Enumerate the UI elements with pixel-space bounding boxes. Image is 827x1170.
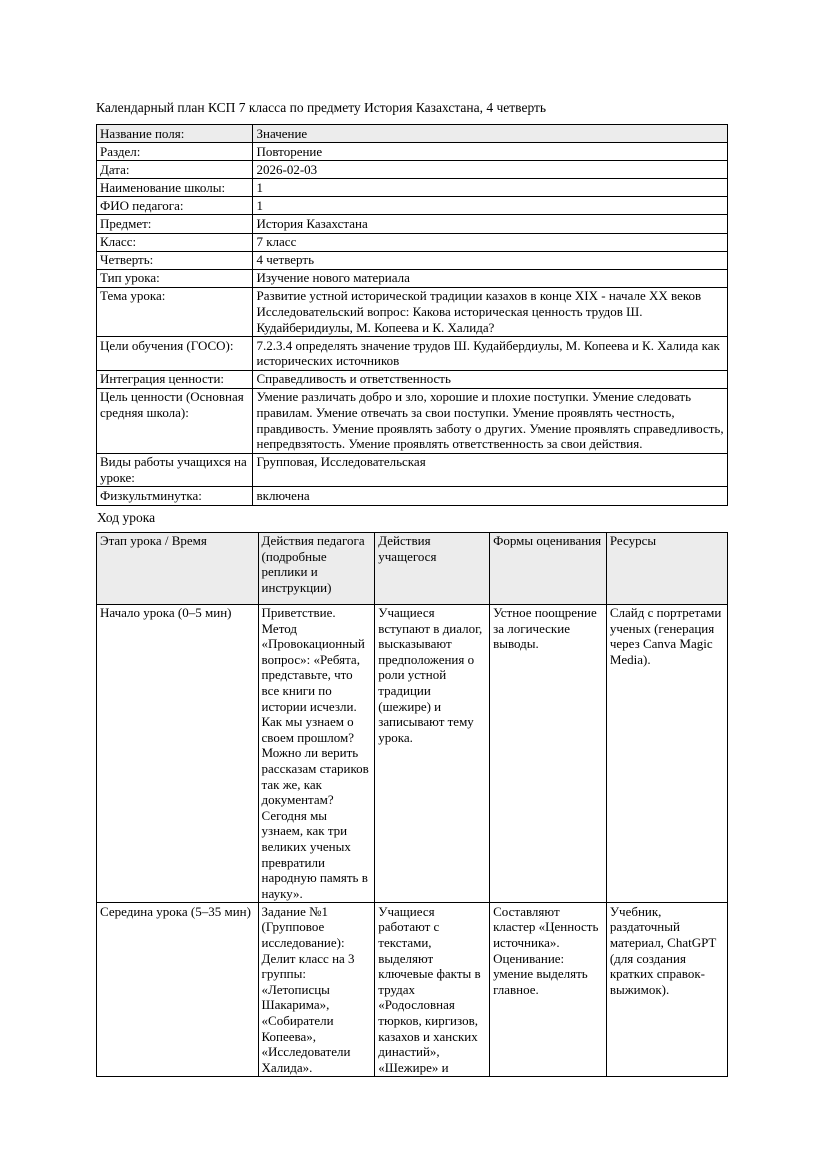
info-row <box>97 143 728 161</box>
info-row <box>97 215 728 233</box>
field-value: Повторение <box>253 143 728 161</box>
teacher-actions-cell: Приветствие. Метод «Провокационный вопрос»: «Ребята, представьте, что все книги по истории исчезли. Как мы узнаем о своем прошлом? Можно ли верить рассказам стариков так же, как документам? Сегодня мы узнаем, как три великих ученых превратили народную память в науку». <box>258 604 375 903</box>
column-header: Ресурсы <box>606 532 727 604</box>
field-value: Умение различать добро и зло, хорошие и плохие поступки. Умение следовать правилам. Умение отвечать за свои поступки. Умение проявлять честность, правдивость. Умение проявлять заботу о других. Умение проявлять справедливость, непредвзятость. Умение проявлять ответственность за свои действия. <box>253 388 728 453</box>
info-row <box>97 161 728 179</box>
info-row <box>97 251 728 269</box>
field-value: 1 <box>253 197 728 215</box>
field-value: Групповая, Исследовательская <box>253 453 728 487</box>
field-value: 2026-02-03 <box>253 161 728 179</box>
page-title: Календарный план КСП 7 класса по предмету История Казахстана, 4 четверть <box>96 100 547 115</box>
assessment-cell: Устное поощрение за логические выводы. <box>490 604 607 903</box>
section-heading: Ход урока <box>97 509 156 525</box>
info-row <box>97 233 728 251</box>
resources-cell: Учебник, раздаточный материал, ChatGPT (для создания кратких справок-выжимок). <box>606 903 727 1077</box>
field-label: Тип урока: <box>97 269 253 287</box>
column-header: Действия педагога (подробные реплики и инструкции) <box>258 532 375 604</box>
lesson-row <box>97 604 728 903</box>
info-row <box>97 179 728 197</box>
column-header: Этап урока / Время <box>97 532 259 604</box>
field-label: Раздел: <box>97 143 253 161</box>
field-label: Название поля: <box>97 125 253 143</box>
lesson-row <box>97 903 728 1077</box>
field-label: Виды работы учащихся на уроке: <box>97 453 253 487</box>
field-label: ФИО педагога: <box>97 197 253 215</box>
field-label: Тема урока: <box>97 287 253 336</box>
field-label: Цель ценности (Основная средняя школа): <box>97 388 253 453</box>
student-actions-cell: Учащиеся вступают в диалог, высказывают предположения о роли устной традиции (шежире) и записывают тему урока. <box>375 604 490 903</box>
field-label: Интеграция ценности: <box>97 370 253 388</box>
field-label: Четверть: <box>97 251 253 269</box>
lesson-table <box>96 532 728 1078</box>
info-row <box>97 287 728 336</box>
info-table-body <box>97 125 728 506</box>
lesson-table-body <box>97 604 728 1077</box>
info-row <box>97 453 728 487</box>
field-label: Наименование школы: <box>97 179 253 197</box>
lesson-table-header <box>97 532 728 604</box>
column-header: Действия учащегося <box>375 532 490 604</box>
info-table <box>96 124 728 506</box>
field-label: Предмет: <box>97 215 253 233</box>
lesson-header-row <box>97 532 728 604</box>
assessment-cell: Составляют кластер «Ценность источника». Оценивание: умение выделять главное. <box>490 903 607 1077</box>
field-value: 7.2.3.4 определять значение трудов Ш. Кудайбердиулы, М. Копеева и К. Халида как исторических источников <box>253 337 728 371</box>
info-header-row <box>97 125 728 143</box>
field-label: Дата: <box>97 161 253 179</box>
info-row <box>97 370 728 388</box>
info-row <box>97 388 728 453</box>
field-label: Цели обучения (ГОСО): <box>97 337 253 371</box>
field-value: 1 <box>253 179 728 197</box>
resources-cell: Слайд с портретами ученых (генерация через Canva Magic Media). <box>606 604 727 903</box>
column-header: Формы оценивания <box>490 532 607 604</box>
field-label: Класс: <box>97 233 253 251</box>
field-value: включена <box>253 487 728 505</box>
info-row <box>97 487 728 505</box>
field-value: История Казахстана <box>253 215 728 233</box>
field-value: Справедливость и ответственность <box>253 370 728 388</box>
field-label: Физкультминутка: <box>97 487 253 505</box>
stage-cell: Середина урока (5–35 мин) <box>97 903 259 1077</box>
field-value: Изучение нового материала <box>253 269 728 287</box>
teacher-actions-cell: Задание №1 (Групповое исследование): Делит класс на 3 группы: «Летописцы Шакарима», «Собиратели Копеева», «Исследователи Халида». <box>258 903 375 1077</box>
field-value: Развитие устной исторической традиции казахов в конце XIX - начале XX веков Исследовательский вопрос: Какова историческая ценность трудов Ш. Кудайберидиулы, М. Копеева и К. Халида? <box>253 287 728 336</box>
field-value: 4 четверть <box>253 251 728 269</box>
student-actions-cell: Учащиеся работают с текстами, выделяют ключевые факты в трудах «Родословная тюрков, киргизов, казахов и ханских династий», «Шежире» и <box>375 903 490 1077</box>
field-value: 7 класс <box>253 233 728 251</box>
field-value: Значение <box>253 125 728 143</box>
info-row <box>97 337 728 371</box>
stage-cell: Начало урока (0–5 мин) <box>97 604 259 903</box>
info-row <box>97 197 728 215</box>
info-row <box>97 269 728 287</box>
